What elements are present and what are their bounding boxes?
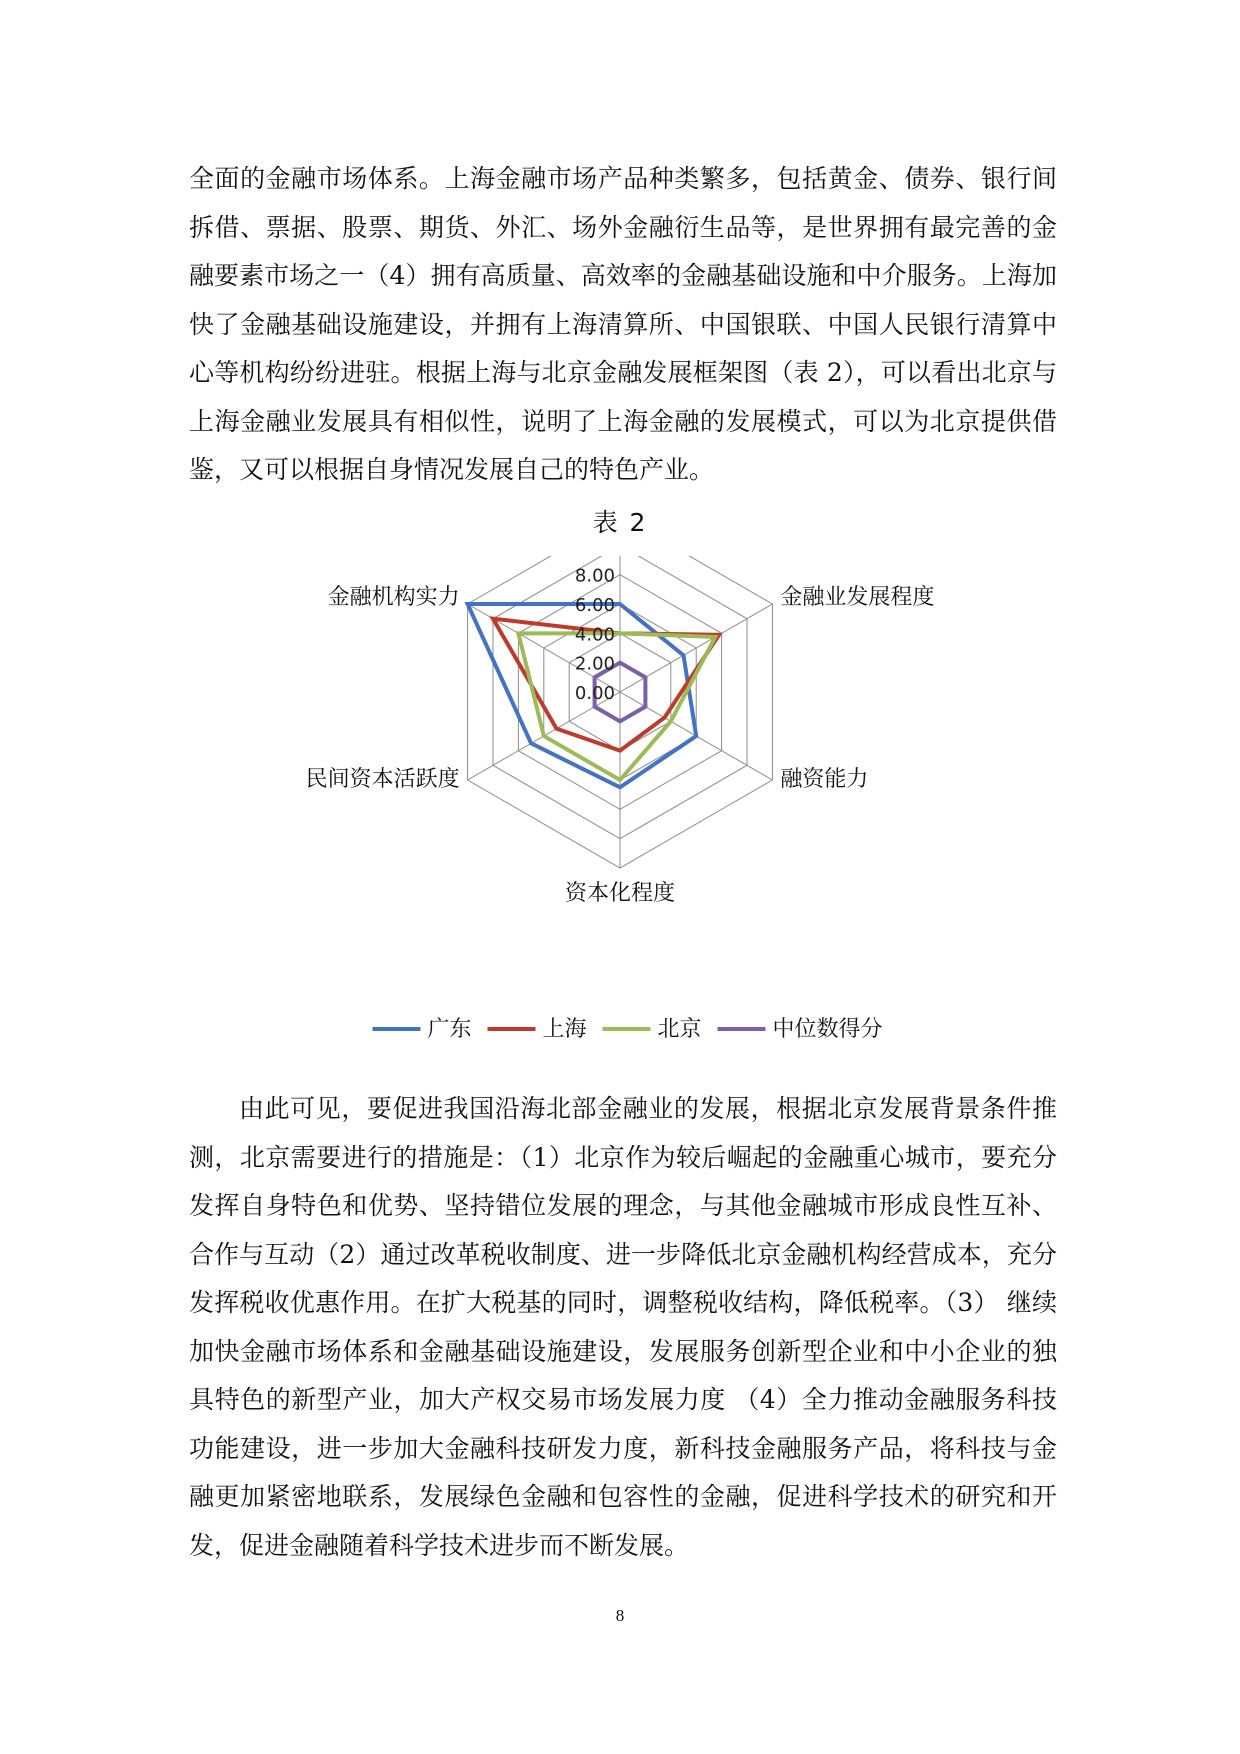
axis-label: 融资能力 [780, 767, 869, 792]
tick-label: 0.00 [574, 683, 615, 704]
tick-label: 8.00 [574, 565, 615, 587]
table-caption: 表 2 [592, 508, 648, 537]
axis-label: 资本化程度 [564, 881, 676, 906]
legend-label: 中位数得分 [772, 1017, 883, 1042]
tick-label: 2.00 [574, 653, 615, 675]
legend-label: 北京 [657, 1017, 702, 1042]
chart-legend [373, 1017, 883, 1042]
axis-label: 金融业发展程度 [780, 585, 935, 610]
tick-label: 6.00 [574, 595, 615, 616]
legend-label: 广东 [427, 1017, 472, 1042]
body-paragraph-2: 由此可见，要促进我国沿海北部金融业的发展，根据北京发展背景条件推测，北京需要进行的措施是：（1）北京作为较后崛起的金融重心城市，要充分发挥自身特色和优势、坚持错位发展的理念，与其他金融城市形成良性互补、合作与互动（2）通过改革税收制度、进一步降低北京金融机构经营成本，充分发挥税收优惠作用。在扩大税基的同时，调整税收结构，降低税率。（3） 继续加快金融市场体系和金融基础设施建设，发展服务创新型企业和中小企业的独具特色的新型产业，加大产权交易市场发展力度 （4）全力推动金融服务科技功能建设，进一步加大金融科技研发力度，新科技金融服务产品，将科技与金融更加紧密地联系，发展绿色金融和包容性的金融，促进科学技术的研究和开发，促进金融随着科学技术进步而不断发展。 [189, 1094, 1057, 1560]
axis-label: 民间资本活跃度 [305, 767, 460, 792]
tick-label: 4.00 [574, 624, 615, 646]
axis-label: 金融机构实力 [327, 585, 460, 610]
series-line [518, 633, 715, 780]
legend-label: 上海 [542, 1017, 587, 1042]
radar-chart [270, 556, 970, 1056]
body-paragraph-1: 全面的金融市场体系。上海金融市场产品种类繁多，包括黄金、债券、银行间拆借、票据、股票、期货、外汇、场外金融衍生品等，是世界拥有最完善的金融要素市场之一（4）拥有高质量、高效率的金融基础设施和中介服务。上海加快了金融基础设施建设，并拥有上海清算所、中国银联、中国人民银行清算中心等机构纷纷进驻。根据上海与北京金融发展框架图（表 2），可以看出北京与上海金融业发展具有相似性，说明了上海金融的发展模式，可以为北京提供借鉴，又可以根据自身情况发展自己的特色产业。 [189, 164, 1057, 484]
page-number: 8 [615, 1606, 625, 1625]
tick-label [563, 556, 615, 557]
